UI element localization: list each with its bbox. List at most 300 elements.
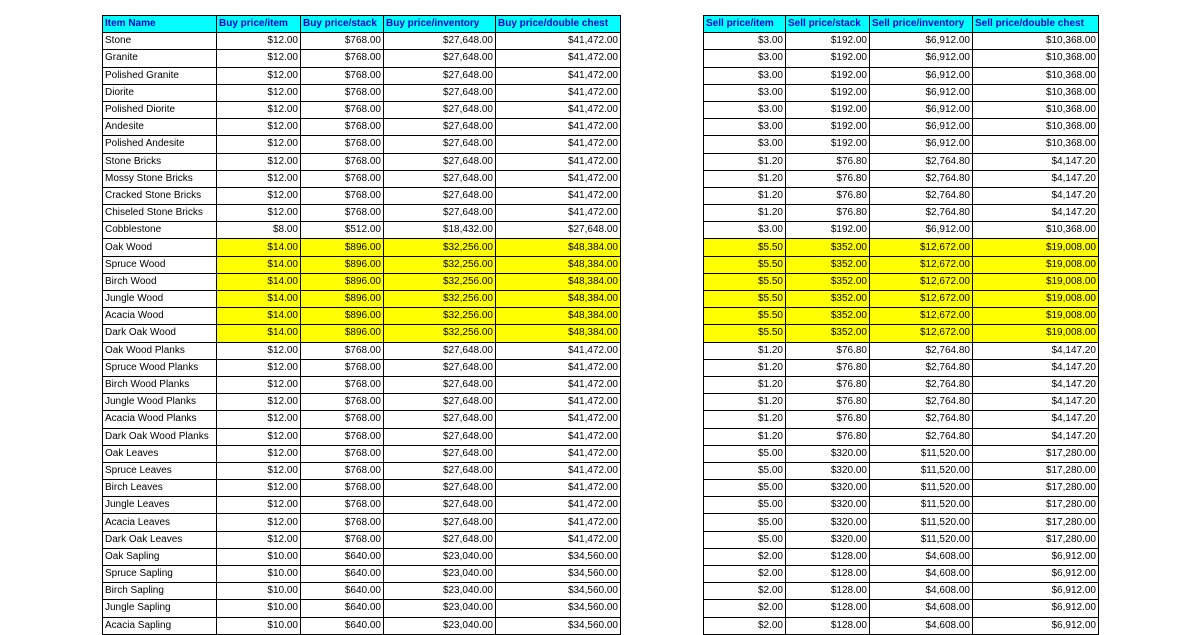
buy-price-stack-cell[interactable]: $768.00 bbox=[301, 531, 384, 548]
sell-price-double-chest-cell[interactable]: $6,912.00 bbox=[973, 617, 1099, 634]
empty-cell[interactable] bbox=[621, 119, 704, 136]
empty-cell[interactable] bbox=[621, 187, 704, 204]
buy-price-item-cell[interactable]: $12.00 bbox=[217, 462, 301, 479]
sell-price-double-chest-cell[interactable]: $17,280.00 bbox=[973, 514, 1099, 531]
item-name-cell[interactable]: Chiseled Stone Bricks bbox=[103, 205, 217, 222]
buy-price-double-chest-cell[interactable]: $41,472.00 bbox=[496, 153, 621, 170]
buy-price-item-cell[interactable]: $12.00 bbox=[217, 342, 301, 359]
sell-price-inventory-cell[interactable]: $6,912.00 bbox=[870, 50, 973, 67]
buy-price-double-chest-cell[interactable]: $34,560.00 bbox=[496, 583, 621, 600]
sell-price-double-chest-cell[interactable]: $4,147.20 bbox=[973, 376, 1099, 393]
sell-price-stack-cell[interactable]: $76.80 bbox=[786, 359, 870, 376]
item-name-cell[interactable]: Spruce Leaves bbox=[103, 462, 217, 479]
sell-price-double-chest-cell[interactable]: $4,147.20 bbox=[973, 205, 1099, 222]
sell-price-inventory-cell[interactable]: $2,764.80 bbox=[870, 342, 973, 359]
buy-price-double-chest-cell[interactable]: $41,472.00 bbox=[496, 514, 621, 531]
sell-price-double-chest-cell[interactable]: $17,280.00 bbox=[973, 445, 1099, 462]
sell-price-inventory-cell[interactable]: $4,608.00 bbox=[870, 617, 973, 634]
item-name-cell[interactable]: Granite bbox=[103, 50, 217, 67]
sell-price-double-chest-cell[interactable]: $19,008.00 bbox=[973, 308, 1099, 325]
buy-price-stack-cell[interactable]: $896.00 bbox=[301, 239, 384, 256]
buy-price-inventory-cell[interactable]: $27,648.00 bbox=[384, 67, 496, 84]
buy-price-inventory-cell[interactable]: $27,648.00 bbox=[384, 376, 496, 393]
buy-price-inventory-cell[interactable]: $27,648.00 bbox=[384, 394, 496, 411]
buy-price-item-cell[interactable]: $14.00 bbox=[217, 256, 301, 273]
buy-price-inventory-cell[interactable]: $32,256.00 bbox=[384, 308, 496, 325]
empty-cell[interactable] bbox=[621, 205, 704, 222]
sell-price-item-cell[interactable]: $5.00 bbox=[704, 497, 786, 514]
buy-price-double-chest-cell[interactable]: $41,472.00 bbox=[496, 428, 621, 445]
header-buy-price-double-chest[interactable]: Buy price/double chest bbox=[496, 16, 621, 33]
buy-price-item-cell[interactable]: $12.00 bbox=[217, 170, 301, 187]
sell-price-item-cell[interactable]: $1.20 bbox=[704, 411, 786, 428]
item-name-cell[interactable]: Spruce Wood bbox=[103, 256, 217, 273]
sell-price-inventory-cell[interactable]: $4,608.00 bbox=[870, 600, 973, 617]
item-name-cell[interactable]: Cobblestone bbox=[103, 222, 217, 239]
buy-price-stack-cell[interactable]: $768.00 bbox=[301, 394, 384, 411]
empty-cell[interactable] bbox=[621, 256, 704, 273]
sell-price-item-cell[interactable]: $5.00 bbox=[704, 445, 786, 462]
buy-price-stack-cell[interactable]: $768.00 bbox=[301, 428, 384, 445]
empty-cell[interactable] bbox=[621, 583, 704, 600]
empty-cell[interactable] bbox=[621, 101, 704, 118]
empty-cell[interactable] bbox=[621, 136, 704, 153]
buy-price-double-chest-cell[interactable]: $41,472.00 bbox=[496, 119, 621, 136]
buy-price-item-cell[interactable]: $12.00 bbox=[217, 531, 301, 548]
empty-cell[interactable] bbox=[621, 33, 704, 50]
buy-price-double-chest-cell[interactable]: $34,560.00 bbox=[496, 566, 621, 583]
sell-price-double-chest-cell[interactable]: $6,912.00 bbox=[973, 600, 1099, 617]
sell-price-double-chest-cell[interactable]: $4,147.20 bbox=[973, 394, 1099, 411]
sell-price-stack-cell[interactable]: $352.00 bbox=[786, 291, 870, 308]
buy-price-double-chest-cell[interactable]: $48,384.00 bbox=[496, 291, 621, 308]
buy-price-stack-cell[interactable]: $640.00 bbox=[301, 566, 384, 583]
buy-price-stack-cell[interactable]: $640.00 bbox=[301, 617, 384, 634]
buy-price-double-chest-cell[interactable]: $41,472.00 bbox=[496, 445, 621, 462]
sell-price-inventory-cell[interactable]: $12,672.00 bbox=[870, 273, 973, 290]
buy-price-inventory-cell[interactable]: $27,648.00 bbox=[384, 119, 496, 136]
buy-price-stack-cell[interactable]: $768.00 bbox=[301, 376, 384, 393]
item-name-cell[interactable]: Spruce Wood Planks bbox=[103, 359, 217, 376]
buy-price-inventory-cell[interactable]: $27,648.00 bbox=[384, 531, 496, 548]
buy-price-item-cell[interactable]: $12.00 bbox=[217, 67, 301, 84]
buy-price-inventory-cell[interactable]: $27,648.00 bbox=[384, 33, 496, 50]
buy-price-double-chest-cell[interactable]: $48,384.00 bbox=[496, 256, 621, 273]
buy-price-inventory-cell[interactable]: $27,648.00 bbox=[384, 462, 496, 479]
item-name-cell[interactable]: Birch Wood Planks bbox=[103, 376, 217, 393]
buy-price-stack-cell[interactable]: $768.00 bbox=[301, 411, 384, 428]
sell-price-stack-cell[interactable]: $76.80 bbox=[786, 411, 870, 428]
sell-price-stack-cell[interactable]: $76.80 bbox=[786, 428, 870, 445]
sell-price-stack-cell[interactable]: $320.00 bbox=[786, 480, 870, 497]
buy-price-item-cell[interactable]: $12.00 bbox=[217, 428, 301, 445]
buy-price-item-cell[interactable]: $12.00 bbox=[217, 153, 301, 170]
sell-price-item-cell[interactable]: $5.50 bbox=[704, 325, 786, 342]
sell-price-item-cell[interactable]: $2.00 bbox=[704, 548, 786, 565]
sell-price-inventory-cell[interactable]: $6,912.00 bbox=[870, 222, 973, 239]
item-name-cell[interactable]: Diorite bbox=[103, 84, 217, 101]
buy-price-item-cell[interactable]: $10.00 bbox=[217, 566, 301, 583]
sell-price-stack-cell[interactable]: $76.80 bbox=[786, 170, 870, 187]
sell-price-double-chest-cell[interactable]: $4,147.20 bbox=[973, 428, 1099, 445]
item-name-cell[interactable]: Andesite bbox=[103, 119, 217, 136]
item-name-cell[interactable]: Jungle Sapling bbox=[103, 600, 217, 617]
buy-price-stack-cell[interactable]: $768.00 bbox=[301, 50, 384, 67]
item-name-cell[interactable]: Acacia Wood Planks bbox=[103, 411, 217, 428]
header-sell-price-stack[interactable]: Sell price/stack bbox=[786, 16, 870, 33]
sell-price-stack-cell[interactable]: $320.00 bbox=[786, 462, 870, 479]
buy-price-stack-cell[interactable]: $768.00 bbox=[301, 84, 384, 101]
buy-price-stack-cell[interactable]: $768.00 bbox=[301, 445, 384, 462]
sell-price-double-chest-cell[interactable]: $17,280.00 bbox=[973, 497, 1099, 514]
empty-cell[interactable] bbox=[621, 548, 704, 565]
sell-price-stack-cell[interactable]: $352.00 bbox=[786, 256, 870, 273]
sell-price-inventory-cell[interactable]: $2,764.80 bbox=[870, 428, 973, 445]
sell-price-double-chest-cell[interactable]: $4,147.20 bbox=[973, 187, 1099, 204]
sell-price-stack-cell[interactable]: $192.00 bbox=[786, 50, 870, 67]
sell-price-inventory-cell[interactable]: $11,520.00 bbox=[870, 497, 973, 514]
buy-price-stack-cell[interactable]: $768.00 bbox=[301, 462, 384, 479]
buy-price-stack-cell[interactable]: $768.00 bbox=[301, 136, 384, 153]
sell-price-double-chest-cell[interactable]: $4,147.20 bbox=[973, 411, 1099, 428]
sell-price-item-cell[interactable]: $2.00 bbox=[704, 600, 786, 617]
sell-price-double-chest-cell[interactable]: $10,368.00 bbox=[973, 222, 1099, 239]
buy-price-stack-cell[interactable]: $640.00 bbox=[301, 548, 384, 565]
buy-price-double-chest-cell[interactable]: $41,472.00 bbox=[496, 50, 621, 67]
item-name-cell[interactable]: Oak Sapling bbox=[103, 548, 217, 565]
sell-price-item-cell[interactable]: $3.00 bbox=[704, 67, 786, 84]
empty-cell[interactable] bbox=[621, 566, 704, 583]
item-name-cell[interactable]: Stone bbox=[103, 33, 217, 50]
sell-price-inventory-cell[interactable]: $12,672.00 bbox=[870, 308, 973, 325]
sell-price-double-chest-cell[interactable]: $19,008.00 bbox=[973, 325, 1099, 342]
sell-price-double-chest-cell[interactable]: $17,280.00 bbox=[973, 480, 1099, 497]
buy-price-stack-cell[interactable]: $768.00 bbox=[301, 101, 384, 118]
buy-price-double-chest-cell[interactable]: $48,384.00 bbox=[496, 239, 621, 256]
empty-cell[interactable] bbox=[621, 308, 704, 325]
empty-cell[interactable] bbox=[621, 153, 704, 170]
buy-price-stack-cell[interactable]: $896.00 bbox=[301, 325, 384, 342]
sell-price-double-chest-cell[interactable]: $10,368.00 bbox=[973, 136, 1099, 153]
sell-price-stack-cell[interactable]: $192.00 bbox=[786, 84, 870, 101]
sell-price-item-cell[interactable]: $2.00 bbox=[704, 566, 786, 583]
sell-price-inventory-cell[interactable]: $2,764.80 bbox=[870, 187, 973, 204]
sell-price-item-cell[interactable]: $1.20 bbox=[704, 394, 786, 411]
empty-cell[interactable] bbox=[621, 480, 704, 497]
buy-price-double-chest-cell[interactable]: $34,560.00 bbox=[496, 617, 621, 634]
sell-price-item-cell[interactable]: $3.00 bbox=[704, 84, 786, 101]
sell-price-inventory-cell[interactable]: $6,912.00 bbox=[870, 119, 973, 136]
buy-price-double-chest-cell[interactable]: $41,472.00 bbox=[496, 462, 621, 479]
buy-price-stack-cell[interactable]: $768.00 bbox=[301, 187, 384, 204]
buy-price-double-chest-cell[interactable]: $34,560.00 bbox=[496, 548, 621, 565]
buy-price-double-chest-cell[interactable]: $48,384.00 bbox=[496, 273, 621, 290]
sell-price-item-cell[interactable]: $3.00 bbox=[704, 119, 786, 136]
buy-price-stack-cell[interactable]: $512.00 bbox=[301, 222, 384, 239]
empty-cell[interactable] bbox=[621, 497, 704, 514]
buy-price-item-cell[interactable]: $10.00 bbox=[217, 583, 301, 600]
sell-price-double-chest-cell[interactable]: $6,912.00 bbox=[973, 566, 1099, 583]
header-sell-price-double-chest[interactable]: Sell price/double chest bbox=[973, 16, 1099, 33]
buy-price-stack-cell[interactable]: $896.00 bbox=[301, 273, 384, 290]
empty-cell[interactable] bbox=[621, 394, 704, 411]
sell-price-stack-cell[interactable]: $76.80 bbox=[786, 376, 870, 393]
header-item-name[interactable]: Item Name bbox=[103, 16, 217, 33]
buy-price-inventory-cell[interactable]: $23,040.00 bbox=[384, 566, 496, 583]
buy-price-double-chest-cell[interactable]: $41,472.00 bbox=[496, 342, 621, 359]
buy-price-item-cell[interactable]: $12.00 bbox=[217, 50, 301, 67]
sell-price-item-cell[interactable]: $5.00 bbox=[704, 480, 786, 497]
item-name-cell[interactable]: Mossy Stone Bricks bbox=[103, 170, 217, 187]
item-name-cell[interactable]: Dark Oak Wood bbox=[103, 325, 217, 342]
sell-price-item-cell[interactable]: $5.50 bbox=[704, 256, 786, 273]
buy-price-inventory-cell[interactable]: $27,648.00 bbox=[384, 411, 496, 428]
sell-price-double-chest-cell[interactable]: $4,147.20 bbox=[973, 342, 1099, 359]
sell-price-stack-cell[interactable]: $76.80 bbox=[786, 205, 870, 222]
buy-price-double-chest-cell[interactable]: $41,472.00 bbox=[496, 411, 621, 428]
sell-price-double-chest-cell[interactable]: $4,147.20 bbox=[973, 153, 1099, 170]
sell-price-inventory-cell[interactable]: $2,764.80 bbox=[870, 394, 973, 411]
buy-price-stack-cell[interactable]: $768.00 bbox=[301, 153, 384, 170]
sell-price-double-chest-cell[interactable]: $10,368.00 bbox=[973, 67, 1099, 84]
buy-price-double-chest-cell[interactable]: $41,472.00 bbox=[496, 170, 621, 187]
buy-price-item-cell[interactable]: $12.00 bbox=[217, 136, 301, 153]
buy-price-inventory-cell[interactable]: $32,256.00 bbox=[384, 256, 496, 273]
sell-price-inventory-cell[interactable]: $6,912.00 bbox=[870, 33, 973, 50]
item-name-cell[interactable]: Oak Wood Planks bbox=[103, 342, 217, 359]
empty-cell[interactable] bbox=[621, 325, 704, 342]
item-name-cell[interactable]: Jungle Leaves bbox=[103, 497, 217, 514]
buy-price-inventory-cell[interactable]: $27,648.00 bbox=[384, 170, 496, 187]
sell-price-item-cell[interactable]: $3.00 bbox=[704, 222, 786, 239]
sell-price-item-cell[interactable]: $1.20 bbox=[704, 428, 786, 445]
sell-price-item-cell[interactable]: $5.50 bbox=[704, 239, 786, 256]
empty-cell[interactable] bbox=[621, 428, 704, 445]
sell-price-item-cell[interactable]: $1.20 bbox=[704, 376, 786, 393]
sell-price-stack-cell[interactable]: $352.00 bbox=[786, 239, 870, 256]
buy-price-double-chest-cell[interactable]: $41,472.00 bbox=[496, 101, 621, 118]
buy-price-item-cell[interactable]: $14.00 bbox=[217, 273, 301, 290]
sell-price-stack-cell[interactable]: $192.00 bbox=[786, 222, 870, 239]
item-name-cell[interactable]: Cracked Stone Bricks bbox=[103, 187, 217, 204]
buy-price-item-cell[interactable]: $10.00 bbox=[217, 548, 301, 565]
empty-cell[interactable] bbox=[621, 291, 704, 308]
item-name-cell[interactable]: Birch Wood bbox=[103, 273, 217, 290]
sell-price-inventory-cell[interactable]: $2,764.80 bbox=[870, 153, 973, 170]
empty-cell[interactable] bbox=[621, 359, 704, 376]
sell-price-item-cell[interactable]: $5.00 bbox=[704, 462, 786, 479]
sell-price-inventory-cell[interactable]: $4,608.00 bbox=[870, 566, 973, 583]
empty-cell[interactable] bbox=[621, 514, 704, 531]
sell-price-item-cell[interactable]: $1.20 bbox=[704, 359, 786, 376]
sell-price-item-cell[interactable]: $2.00 bbox=[704, 583, 786, 600]
empty-cell[interactable] bbox=[621, 617, 704, 634]
sell-price-stack-cell[interactable]: $128.00 bbox=[786, 583, 870, 600]
empty-cell[interactable] bbox=[621, 84, 704, 101]
item-name-cell[interactable]: Polished Andesite bbox=[103, 136, 217, 153]
sell-price-inventory-cell[interactable]: $12,672.00 bbox=[870, 239, 973, 256]
buy-price-item-cell[interactable]: $12.00 bbox=[217, 445, 301, 462]
buy-price-inventory-cell[interactable]: $32,256.00 bbox=[384, 273, 496, 290]
sell-price-inventory-cell[interactable]: $6,912.00 bbox=[870, 84, 973, 101]
header-buy-price-item[interactable]: Buy price/item bbox=[217, 16, 301, 33]
sell-price-inventory-cell[interactable]: $6,912.00 bbox=[870, 101, 973, 118]
buy-price-double-chest-cell[interactable]: $34,560.00 bbox=[496, 600, 621, 617]
sell-price-double-chest-cell[interactable]: $19,008.00 bbox=[973, 273, 1099, 290]
header-buy-price-inventory[interactable]: Buy price/inventory bbox=[384, 16, 496, 33]
buy-price-stack-cell[interactable]: $768.00 bbox=[301, 497, 384, 514]
buy-price-item-cell[interactable]: $12.00 bbox=[217, 33, 301, 50]
sell-price-inventory-cell[interactable]: $12,672.00 bbox=[870, 256, 973, 273]
item-name-cell[interactable]: Dark Oak Leaves bbox=[103, 531, 217, 548]
buy-price-stack-cell[interactable]: $768.00 bbox=[301, 67, 384, 84]
buy-price-stack-cell[interactable]: $768.00 bbox=[301, 514, 384, 531]
sell-price-item-cell[interactable]: $5.50 bbox=[704, 291, 786, 308]
sell-price-stack-cell[interactable]: $76.80 bbox=[786, 394, 870, 411]
sell-price-stack-cell[interactable]: $128.00 bbox=[786, 617, 870, 634]
sell-price-stack-cell[interactable]: $192.00 bbox=[786, 136, 870, 153]
buy-price-item-cell[interactable]: $14.00 bbox=[217, 291, 301, 308]
buy-price-double-chest-cell[interactable]: $41,472.00 bbox=[496, 205, 621, 222]
buy-price-item-cell[interactable]: $12.00 bbox=[217, 187, 301, 204]
buy-price-double-chest-cell[interactable]: $41,472.00 bbox=[496, 497, 621, 514]
sell-price-item-cell[interactable]: $1.20 bbox=[704, 205, 786, 222]
buy-price-inventory-cell[interactable]: $27,648.00 bbox=[384, 205, 496, 222]
empty-cell[interactable] bbox=[621, 445, 704, 462]
buy-price-inventory-cell[interactable]: $23,040.00 bbox=[384, 617, 496, 634]
sell-price-item-cell[interactable]: $2.00 bbox=[704, 617, 786, 634]
sell-price-double-chest-cell[interactable]: $4,147.20 bbox=[973, 359, 1099, 376]
item-name-cell[interactable]: Jungle Wood Planks bbox=[103, 394, 217, 411]
sell-price-inventory-cell[interactable]: $2,764.80 bbox=[870, 411, 973, 428]
item-name-cell[interactable]: Spruce Sapling bbox=[103, 566, 217, 583]
buy-price-inventory-cell[interactable]: $27,648.00 bbox=[384, 514, 496, 531]
item-name-cell[interactable]: Birch Sapling bbox=[103, 583, 217, 600]
buy-price-stack-cell[interactable]: $640.00 bbox=[301, 600, 384, 617]
sell-price-item-cell[interactable]: $3.00 bbox=[704, 33, 786, 50]
sell-price-stack-cell[interactable]: $128.00 bbox=[786, 566, 870, 583]
item-name-cell[interactable]: Jungle Wood bbox=[103, 291, 217, 308]
sell-price-item-cell[interactable]: $3.00 bbox=[704, 50, 786, 67]
buy-price-inventory-cell[interactable]: $27,648.00 bbox=[384, 342, 496, 359]
buy-price-stack-cell[interactable]: $640.00 bbox=[301, 583, 384, 600]
buy-price-inventory-cell[interactable]: $27,648.00 bbox=[384, 136, 496, 153]
item-name-cell[interactable]: Polished Granite bbox=[103, 67, 217, 84]
buy-price-stack-cell[interactable]: $896.00 bbox=[301, 308, 384, 325]
sell-price-inventory-cell[interactable]: $4,608.00 bbox=[870, 548, 973, 565]
sell-price-double-chest-cell[interactable]: $19,008.00 bbox=[973, 239, 1099, 256]
sell-price-inventory-cell[interactable]: $2,764.80 bbox=[870, 205, 973, 222]
buy-price-item-cell[interactable]: $12.00 bbox=[217, 101, 301, 118]
sell-price-stack-cell[interactable]: $352.00 bbox=[786, 308, 870, 325]
sell-price-double-chest-cell[interactable]: $10,368.00 bbox=[973, 50, 1099, 67]
sell-price-inventory-cell[interactable]: $11,520.00 bbox=[870, 480, 973, 497]
item-name-cell[interactable]: Oak Leaves bbox=[103, 445, 217, 462]
empty-cell[interactable] bbox=[621, 531, 704, 548]
empty-cell[interactable] bbox=[621, 342, 704, 359]
buy-price-stack-cell[interactable]: $768.00 bbox=[301, 170, 384, 187]
buy-price-inventory-cell[interactable]: $27,648.00 bbox=[384, 50, 496, 67]
sell-price-item-cell[interactable]: $3.00 bbox=[704, 101, 786, 118]
sell-price-stack-cell[interactable]: $128.00 bbox=[786, 548, 870, 565]
buy-price-stack-cell[interactable]: $896.00 bbox=[301, 256, 384, 273]
buy-price-stack-cell[interactable]: $896.00 bbox=[301, 291, 384, 308]
buy-price-item-cell[interactable]: $8.00 bbox=[217, 222, 301, 239]
buy-price-double-chest-cell[interactable]: $41,472.00 bbox=[496, 187, 621, 204]
buy-price-item-cell[interactable]: $14.00 bbox=[217, 325, 301, 342]
sell-price-stack-cell[interactable]: $320.00 bbox=[786, 514, 870, 531]
empty-cell[interactable] bbox=[621, 222, 704, 239]
empty-cell[interactable] bbox=[621, 376, 704, 393]
empty-cell[interactable] bbox=[621, 273, 704, 290]
buy-price-inventory-cell[interactable]: $23,040.00 bbox=[384, 583, 496, 600]
buy-price-item-cell[interactable]: $12.00 bbox=[217, 359, 301, 376]
buy-price-item-cell[interactable]: $12.00 bbox=[217, 497, 301, 514]
item-name-cell[interactable]: Dark Oak Wood Planks bbox=[103, 428, 217, 445]
buy-price-inventory-cell[interactable]: $27,648.00 bbox=[384, 445, 496, 462]
buy-price-item-cell[interactable]: $12.00 bbox=[217, 394, 301, 411]
buy-price-stack-cell[interactable]: $768.00 bbox=[301, 33, 384, 50]
buy-price-item-cell[interactable]: $12.00 bbox=[217, 119, 301, 136]
buy-price-double-chest-cell[interactable]: $41,472.00 bbox=[496, 33, 621, 50]
item-name-cell[interactable]: Acacia Wood bbox=[103, 308, 217, 325]
header-sell-price-item[interactable]: Sell price/item bbox=[704, 16, 786, 33]
sell-price-inventory-cell[interactable]: $2,764.80 bbox=[870, 359, 973, 376]
sell-price-item-cell[interactable]: $1.20 bbox=[704, 342, 786, 359]
buy-price-item-cell[interactable]: $12.00 bbox=[217, 205, 301, 222]
sell-price-inventory-cell[interactable]: $2,764.80 bbox=[870, 170, 973, 187]
buy-price-item-cell[interactable]: $12.00 bbox=[217, 84, 301, 101]
sell-price-stack-cell[interactable]: $128.00 bbox=[786, 600, 870, 617]
buy-price-inventory-cell[interactable]: $27,648.00 bbox=[384, 428, 496, 445]
sell-price-stack-cell[interactable]: $192.00 bbox=[786, 101, 870, 118]
buy-price-double-chest-cell[interactable]: $41,472.00 bbox=[496, 136, 621, 153]
buy-price-double-chest-cell[interactable]: $41,472.00 bbox=[496, 376, 621, 393]
sell-price-inventory-cell[interactable]: $11,520.00 bbox=[870, 462, 973, 479]
buy-price-inventory-cell[interactable]: $32,256.00 bbox=[384, 325, 496, 342]
empty-cell[interactable] bbox=[621, 462, 704, 479]
buy-price-item-cell[interactable]: $12.00 bbox=[217, 480, 301, 497]
sell-price-inventory-cell[interactable]: $2,764.80 bbox=[870, 376, 973, 393]
sell-price-item-cell[interactable]: $5.00 bbox=[704, 531, 786, 548]
sell-price-double-chest-cell[interactable]: $10,368.00 bbox=[973, 84, 1099, 101]
empty-cell[interactable] bbox=[621, 16, 704, 33]
sell-price-inventory-cell[interactable]: $12,672.00 bbox=[870, 291, 973, 308]
buy-price-stack-cell[interactable]: $768.00 bbox=[301, 359, 384, 376]
empty-cell[interactable] bbox=[621, 600, 704, 617]
sell-price-stack-cell[interactable]: $192.00 bbox=[786, 33, 870, 50]
buy-price-double-chest-cell[interactable]: $48,384.00 bbox=[496, 325, 621, 342]
sell-price-inventory-cell[interactable]: $11,520.00 bbox=[870, 514, 973, 531]
sell-price-item-cell[interactable]: $5.00 bbox=[704, 514, 786, 531]
sell-price-inventory-cell[interactable]: $4,608.00 bbox=[870, 583, 973, 600]
sell-price-stack-cell[interactable]: $320.00 bbox=[786, 445, 870, 462]
sell-price-inventory-cell[interactable]: $11,520.00 bbox=[870, 445, 973, 462]
sell-price-double-chest-cell[interactable]: $6,912.00 bbox=[973, 548, 1099, 565]
sell-price-stack-cell[interactable]: $192.00 bbox=[786, 67, 870, 84]
buy-price-inventory-cell[interactable]: $27,648.00 bbox=[384, 84, 496, 101]
buy-price-double-chest-cell[interactable]: $41,472.00 bbox=[496, 394, 621, 411]
sell-price-double-chest-cell[interactable]: $17,280.00 bbox=[973, 462, 1099, 479]
buy-price-item-cell[interactable]: $12.00 bbox=[217, 411, 301, 428]
sell-price-inventory-cell[interactable]: $6,912.00 bbox=[870, 136, 973, 153]
buy-price-inventory-cell[interactable]: $27,648.00 bbox=[384, 187, 496, 204]
buy-price-stack-cell[interactable]: $768.00 bbox=[301, 480, 384, 497]
empty-cell[interactable] bbox=[621, 411, 704, 428]
sell-price-stack-cell[interactable]: $352.00 bbox=[786, 325, 870, 342]
buy-price-stack-cell[interactable]: $768.00 bbox=[301, 119, 384, 136]
empty-cell[interactable] bbox=[621, 239, 704, 256]
